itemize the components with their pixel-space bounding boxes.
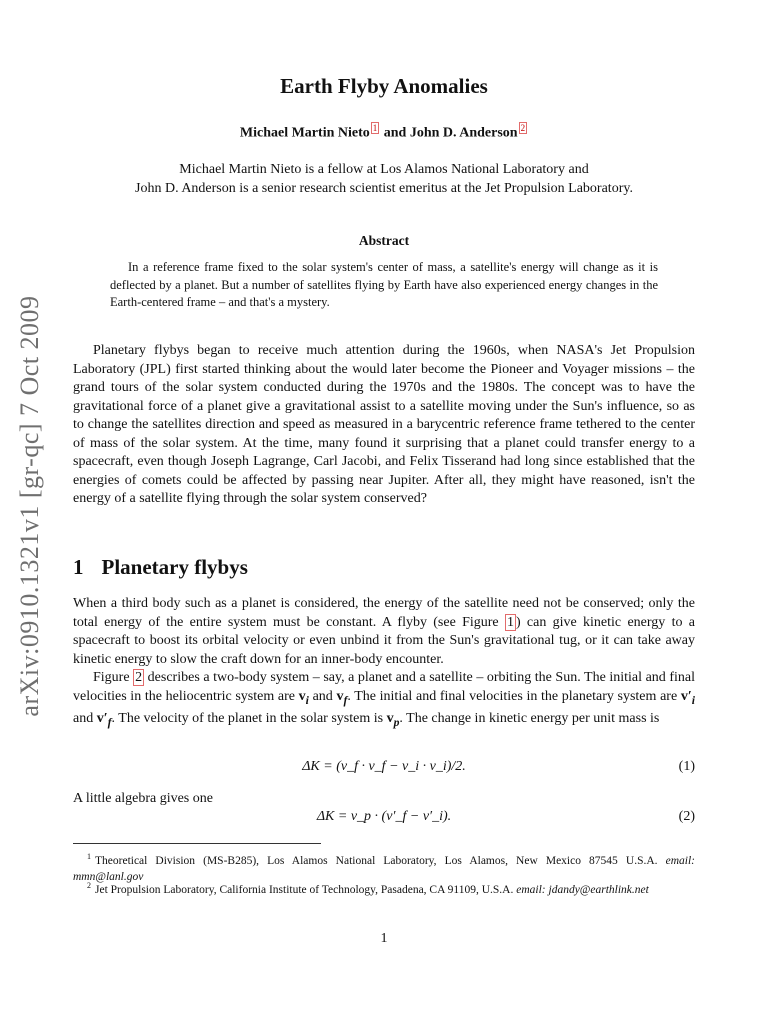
footnote-1-email-label: email: [665, 854, 696, 867]
author-2-footnote-link[interactable]: 2 [520, 123, 526, 133]
page-number: 1 [380, 931, 388, 946]
vector-v-p: $v_p$ [386, 710, 400, 729]
equation-1-expression: ΔK = (v_f · v_f − v_i · v_i)/2. [302, 759, 466, 774]
footnote-1-email[interactable]: mmn@lanl.gov [73, 870, 144, 883]
author-line [0, 123, 768, 142]
footnote-2-text: Jet Propulsion Laboratory, California Institute of Technology, Pasadena, CA 91109, U.S.A. [95, 883, 517, 896]
arxiv-id: arXiv:0910.1321v1 [gr-qc] 7 Oct 2009 [15, 295, 44, 717]
footnote-1-mark: 1 [87, 852, 91, 861]
paragraph-text: When a third body such as a planet is considered, the energy of the satellite need not be conserved; only the total energy of the entire system must be constant. A flyby (see Figure [73, 596, 695, 630]
section-heading [73, 555, 248, 580]
footnote-2-email-label: email: [516, 883, 546, 896]
paragraph-text: ) can give kinetic energy to a spacecraft to boost its orbital velocity or even unbind it from the Sun's gravitational tug, or it can take away kinetic energy to slow the craft down for an inner-body encounter. [73, 614, 695, 667]
figure-1-link[interactable]: 1 [506, 614, 514, 630]
footnote-2-email[interactable]: jdandy@earthlink.net [545, 883, 649, 896]
paragraph-text: Figure [93, 670, 134, 685]
vector-v-prime-f: $v'_f$ [96, 710, 112, 729]
section-paragraph-1 [73, 595, 695, 669]
section-number: 1 [73, 555, 84, 579]
equation-1-number: (1) [678, 759, 695, 774]
affiliation-line-2: John D. Anderson is a senior research scientist emeritus at the Jet Propulsion Laboratory. [135, 181, 633, 196]
intro-paragraph: Planetary flybys began to receive much attention during the 1960s, when NASA's Jet Propulsion Laboratory (JPL) first started thinking about the would later become the Pioneer and Voyager missions – the grand tours of the solar system conducted during the 1970s and the 1980s. The concept was to have the gravitational force of a planet give a gravitational assist to a satellite moving under the Sun's influence, so as to change the satellites direction and speed as measured in a barycentric reference frame tethered to the center of mass of the solar system. At the time, many found it surprising that a planet could transfer energy to a spacecraft, even though Joseph Lagrange, Carl Jacobi, and Felix Tisserand had long since established that the energies of comets could be affected by passing near Jupiter. After all, they might have reasoned, isn't the energy of a satellite flying through the solar system conserved? [73, 343, 695, 506]
footnote-1-text: Theoretical Division (MS-B285), Los Alamos National Laboratory, Los Alamos, New Mexico 87545 U.S.A. [95, 854, 658, 867]
author-2: John D. Anderson [409, 125, 518, 141]
section-title: Planetary flybys [101, 555, 248, 579]
vector-v-i: $v_i$ [298, 688, 309, 707]
footnote-2 [73, 878, 695, 898]
equation-2-number: (2) [678, 809, 695, 824]
paragraph-text: . The velocity of the planet in the solar system is [111, 710, 387, 726]
paper-title: Earth Flyby Anomalies [280, 74, 488, 98]
affiliation-line-1: Michael Martin Nieto is a fellow at Los Alamos National Laboratory and [179, 162, 589, 177]
algebra-sentence: A little algebra gives one [73, 791, 213, 806]
arxiv-sidebar-stamp [10, 296, 50, 716]
author-1: Michael Martin Nieto [239, 125, 370, 141]
paragraph-text: describes a two-body system – say, a planet and a satellite – orbiting the Sun. The initial and final velocities in the heliocentric system are [73, 670, 695, 704]
footnote-2-mark: 2 [87, 881, 91, 890]
abstract-text: In a reference frame fixed to the solar system's center of mass, a satellite's energy will change as it is deflected by a planet. But a number of satellites flying by Earth have also experienced energy changes in the Earth-centered frame – and that's a mystery. [110, 260, 658, 309]
section-paragraph-2 [73, 669, 695, 732]
paragraph-text: and [73, 710, 97, 726]
figure-2-link[interactable]: 2 [135, 670, 143, 685]
author-1-footnote-link[interactable]: 1 [372, 123, 378, 133]
footnote-divider [73, 843, 321, 844]
vector-v-prime-i: $v'_i$ [680, 688, 696, 707]
paragraph-text: . The change in kinetic energy per unit mass is [399, 710, 660, 726]
abstract-heading: Abstract [358, 233, 410, 248]
vector-v-f: $v_f$ [336, 688, 348, 707]
author-conjunction: and [380, 125, 410, 141]
paragraph-text: and [308, 688, 337, 704]
affiliation-block [0, 160, 768, 198]
paragraph-text: . The initial and final velocities in the planetary system are [347, 688, 681, 704]
equation-2-expression: ΔK = v_p · (v′_f − v′_i). [316, 809, 452, 824]
